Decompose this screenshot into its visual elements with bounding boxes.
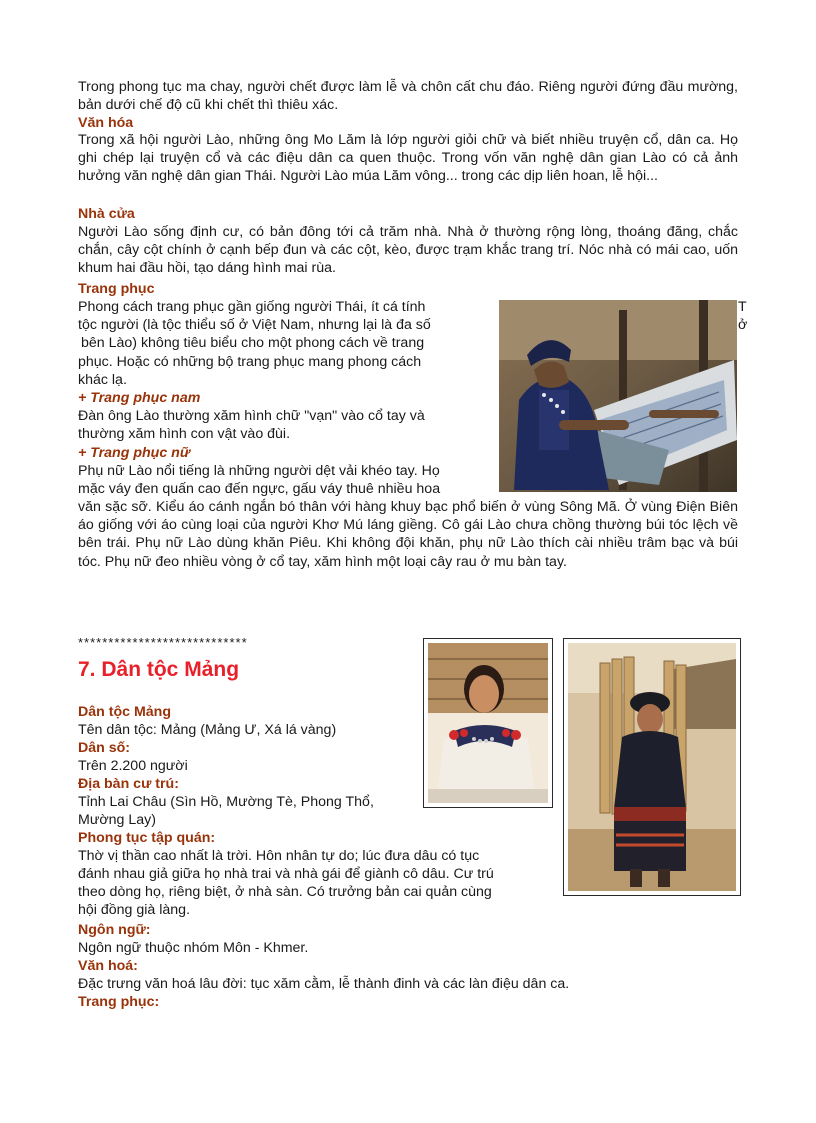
male-costume-line: thường xăm hình con vật vào đùi. xyxy=(78,426,291,443)
costume-overflow-char: ở xyxy=(738,317,748,333)
male-costume-line: Đàn ông Lào thường xăm hình chữ "vạn" vào cổ tay và xyxy=(78,408,425,425)
weaving-woman-image xyxy=(499,300,737,492)
house-paragraph: Người Lào sống định cư, có bản đông tới cả trăm nhà. Nhà ở thường rộng lòng, thoáng đãng, chắc chắn, cây cột chính ở cạnh bếp đun và các cột, kèo, được trạm khắc trang trí. Nóc nhà có mái cao, uốn khum hai đầu hồi, tạo dáng hình mai rùa. xyxy=(78,224,738,277)
residence-line: Tỉnh Lai Châu (Sìn Hồ, Mường Tè, Phong Thổ, xyxy=(78,794,374,810)
costume-line: bên Lào) không tiêu biểu cho một phong cách về trang xyxy=(81,335,425,352)
residence-line: Mường Lay) xyxy=(78,812,156,828)
funeral-paragraph: Trong phong tục ma chay, người chết được làm lễ và chôn cất chu đáo. Riêng người đứng đầu mường, bản dưới chế độ cũ khi chết thì thiêu xác. xyxy=(78,79,738,114)
language-text: Ngôn ngữ thuộc nhóm Môn - Khmer. xyxy=(78,940,309,956)
section-title: 7. Dân tộc Mảng xyxy=(78,658,240,681)
language-heading: Ngôn ngữ: xyxy=(78,922,151,938)
section-separator: **************************** xyxy=(78,635,248,650)
culture-heading: Văn hóa xyxy=(78,115,134,131)
costume-heading: Trang phục xyxy=(78,281,155,297)
customs-line: Thờ vị thần cao nhất là trời. Hôn nhân tự do; lúc đưa dâu có tục xyxy=(78,848,480,864)
mang-girl-image xyxy=(424,639,552,807)
costume-line: tộc người (là tộc thiểu số ở Việt Nam, nhưng lại là đa số xyxy=(78,317,431,334)
customs-heading: Phong tục tập quán: xyxy=(78,830,216,846)
costume-text-block xyxy=(78,298,498,498)
mang-culture-text: Đặc trưng văn hoá lâu đời: tục xăm cằm, lễ thành đinh và các làn điệu dân ca. xyxy=(78,976,570,992)
culture-paragraph: Trong xã hội người Lào, những ông Mo Lăm là lớp người giỏi chữ và biết nhiều truyện cổ, dân ca. Họ ghi chép lại truyện cổ và các điệu dân ca quen thuộc. Trong vốn văn nghệ dân gian Lào có cả ảnh hưởng văn nghệ dân gian Thái. Người Lào múa Lăm vông... trong các dịp liên hoan, lễ hội... xyxy=(78,132,738,185)
costume-overflow-char: T xyxy=(738,299,747,315)
weaving-woman-photo xyxy=(499,300,737,492)
mang-woman-firewood-photo xyxy=(563,638,741,896)
female-costume-line: mặc váy đen quấn cao đến ngực, gấu váy thuê nhiều hoa xyxy=(78,481,441,498)
mang-woman-firewood-image xyxy=(564,639,740,895)
female-costume-paragraph: văn sặc sỡ. Kiểu áo cánh ngắn bó thân với hàng khuy bạc phổ biến ở vùng Sông Mã. Ở vùng Điện Biên áo giống với áo cùng loại của người Khơ Mú láng giềng. Cô gái Lào chưa chồng thường búi tóc lệch về bên trái. Phụ nữ Lào dùng khăn Piêu. Khi không đội khăn, phụ nữ Lào thích cài nhiều trâm bạc và búi tóc. Phụ nữ đeo nhiều vòng ở cổ tay, xăm hình một loại cây rau ở mu bàn tay. xyxy=(78,499,738,570)
costume-line: Phong cách trang phục gần giống người Thái, ít cá tính xyxy=(78,299,426,315)
costume-line: phục. Hoặc có những bộ trang phục mang phong cách xyxy=(78,353,422,370)
ethnic-name-text: Tên dân tộc: Mảng (Mảng Ư, Xá lá vàng) xyxy=(78,722,337,738)
customs-line: theo dòng họ, riêng biệt, ở nhà sàn. Có trưởng bản cai quản cùng xyxy=(78,884,492,900)
ethnic-heading: Dân tộc Mảng xyxy=(78,704,172,720)
mang-girl-photo xyxy=(423,638,553,808)
customs-line: đánh nhau giả giữa họ nhà trai và nhà gái để giành cô dâu. Cư trú xyxy=(78,866,494,882)
house-heading: Nhà cửa xyxy=(78,206,135,222)
customs-line: hội đồng già làng. xyxy=(78,902,191,918)
female-costume-line: Phụ nữ Lào nổi tiếng là những người dệt vải khéo tay. Họ xyxy=(78,462,440,479)
costume-line: khác lạ. xyxy=(78,371,127,388)
population-heading: Dân số: xyxy=(78,740,131,756)
female-costume-heading: + Trang phục nữ xyxy=(78,444,190,461)
mang-culture-heading: Văn hoá: xyxy=(78,958,138,974)
mang-costume-heading: Trang phục: xyxy=(78,994,160,1010)
population-text: Trên 2.200 người xyxy=(78,758,188,774)
residence-heading: Địa bàn cư trú: xyxy=(78,776,179,792)
male-costume-heading: + Trang phục nam xyxy=(78,390,201,407)
